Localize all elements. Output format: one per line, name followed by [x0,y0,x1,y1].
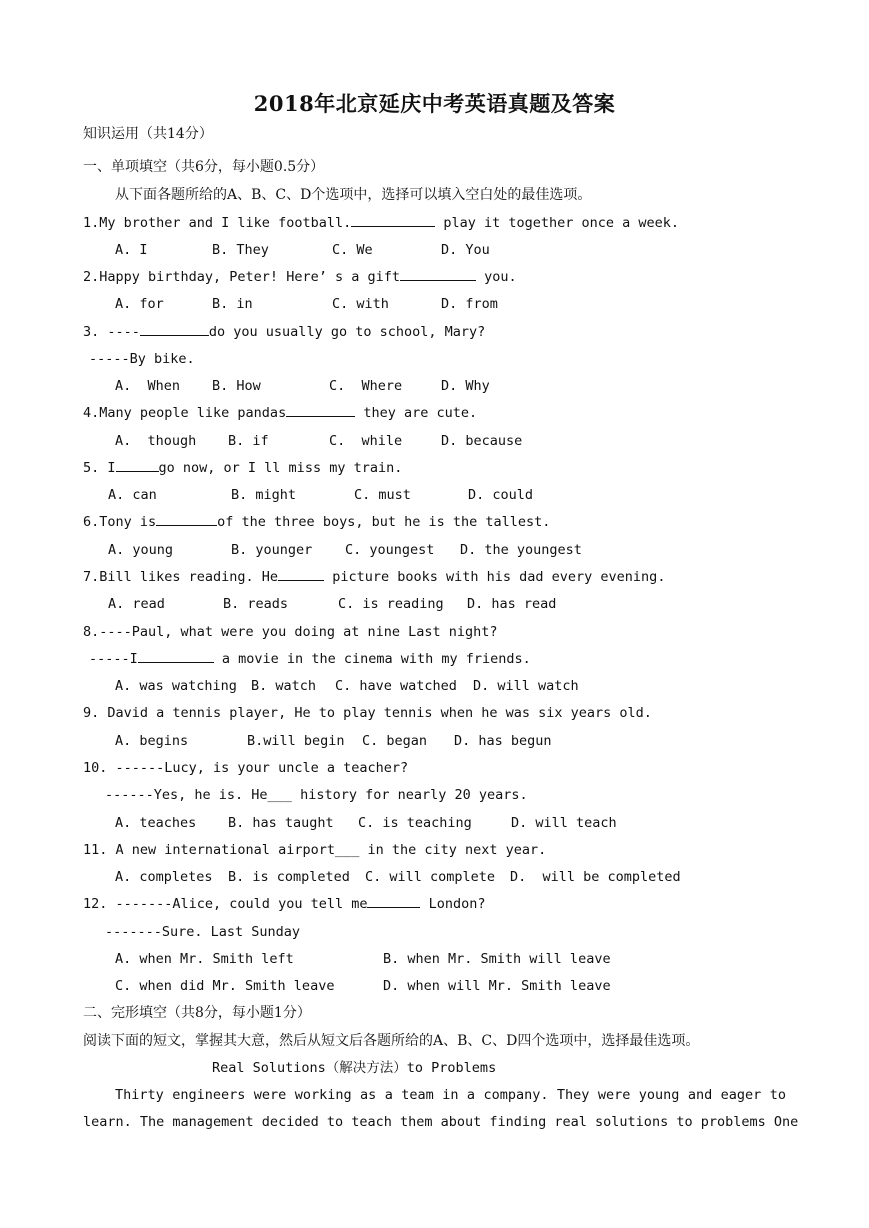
question-3-answer: -----By bike. [89,351,195,367]
option-a: A. When [115,378,181,394]
option-c: C. must [354,487,411,503]
question-8: 8.----Paul, what were you doing at nine Last night? [83,624,498,640]
question-12-answer: -------Sure. Last Sunday [105,924,301,940]
option-b: B. younger [231,542,313,558]
section1-heading: 一、单项填空（共6分，每小题0.5分） [83,159,325,175]
question-10: 10. ------Lucy, is your uncle a teacher? [83,760,409,776]
option-d: D. because [441,433,523,449]
option-b: B. They [212,242,269,258]
option-a: A. I [115,242,148,258]
answer-blank [156,513,217,526]
question-5: 5. I go now, or I ll miss my train. [83,460,403,476]
option-d: D. has read [467,596,557,612]
option-d: D. will teach [511,815,617,831]
answer-blank [351,214,435,227]
question-2: 2.Happy birthday, Peter! Here’ s a gift you. [83,269,517,285]
option-c: C. have watched [335,678,457,694]
question-3: 3. ---- do you usually go to school, Mary? [83,324,486,340]
option-b: B. if [228,433,269,449]
option-c: C. is teaching [358,815,472,831]
option-a: A. completes [115,869,213,885]
question-1: 1.My brother and I like football. play it together once a week. [83,215,680,231]
question-7: 7.Bill likes reading. He picture books with his dad every evening. [83,569,666,585]
question-4: 4.Many people like pandas they are cute. [83,405,478,421]
option-d: D. will watch [473,678,579,694]
question-8-answer: -----I a movie in the cinema with my friends. [89,651,531,667]
option-b: B. watch [251,678,317,694]
answer-blank [116,459,159,472]
question-12: 12. -------Alice, could you tell me London? [83,896,486,912]
question-10-answer: ------Yes, he is. He___ history for nearly 20 years. [105,787,528,803]
option-c: C. youngest [345,542,435,558]
option-c: C. is reading [338,596,444,612]
passage-line-1: Thirty engineers were working as a team in a company. They were young and eager to [115,1087,786,1103]
option-c: C. Where [329,378,403,394]
option-d: D. from [441,296,498,312]
option-a: A. teaches [115,815,197,831]
option-a: A. for [115,296,164,312]
option-a: A. young [108,542,174,558]
answer-blank [278,568,324,581]
option-c: C. will complete [365,869,496,885]
answer-blank [367,895,420,908]
option-d: D. will be completed [510,869,681,885]
option-b: B. is completed [228,869,350,885]
section1-instruction: 从下面各题所给的A、B、C、D个选项中，选择可以填入空白处的最佳选项。 [115,187,592,203]
option-a: A. can [108,487,157,503]
option-a: A. begins [115,733,189,749]
option-d: D. has begun [454,733,552,749]
option-b: B. in [212,296,253,312]
option-a: A. though [115,433,197,449]
option-c: C. began [362,733,428,749]
question-9: 9. David a tennis player, He to play tennis when he was six years old. [83,705,652,721]
option-c: C. while [329,433,403,449]
part-heading: 知识运用（共14分） [83,126,213,142]
option-b: B. when Mr. Smith will leave [383,951,611,967]
option-c: C. when did Mr. Smith leave [115,978,335,994]
option-b: B. How [212,378,261,394]
option-d: D. when will Mr. Smith leave [383,978,611,994]
option-b: B. might [231,487,297,503]
passage-title: Real Solutions（解决方法）to Problems [212,1060,497,1076]
answer-blank [140,323,209,336]
option-d: D. the youngest [460,542,582,558]
question-11: 11. A new international airport___ in the city next year. [83,842,547,858]
option-c: C. with [332,296,389,312]
answer-blank [286,404,355,417]
option-a: A. when Mr. Smith left [115,951,294,967]
option-b: B.will begin [247,733,345,749]
section2-instruction: 阅读下面的短文，掌握其大意，然后从短文后各题所给的A、B、C、D四个选项中，选择最佳选项。 [83,1033,700,1049]
option-c: C. We [332,242,373,258]
answer-blank [138,650,214,663]
question-6: 6.Tony is of the three boys, but he is the tallest. [83,514,551,530]
section2-heading: 二、完形填空（共8分，每小题1分） [83,1005,311,1021]
option-d: D. Why [441,378,490,394]
passage-line-2: learn. The management decided to teach them about finding real solutions to problems One [83,1114,799,1130]
option-d: D. You [441,242,490,258]
option-a: A. was watching [115,678,237,694]
answer-blank [400,268,476,281]
option-d: D. could [468,487,534,503]
option-b: B. has taught [228,815,334,831]
option-a: A. read [108,596,165,612]
option-b: B. reads [223,596,289,612]
page-title: 2018年北京延庆中考英语真题及答案 [253,91,616,116]
